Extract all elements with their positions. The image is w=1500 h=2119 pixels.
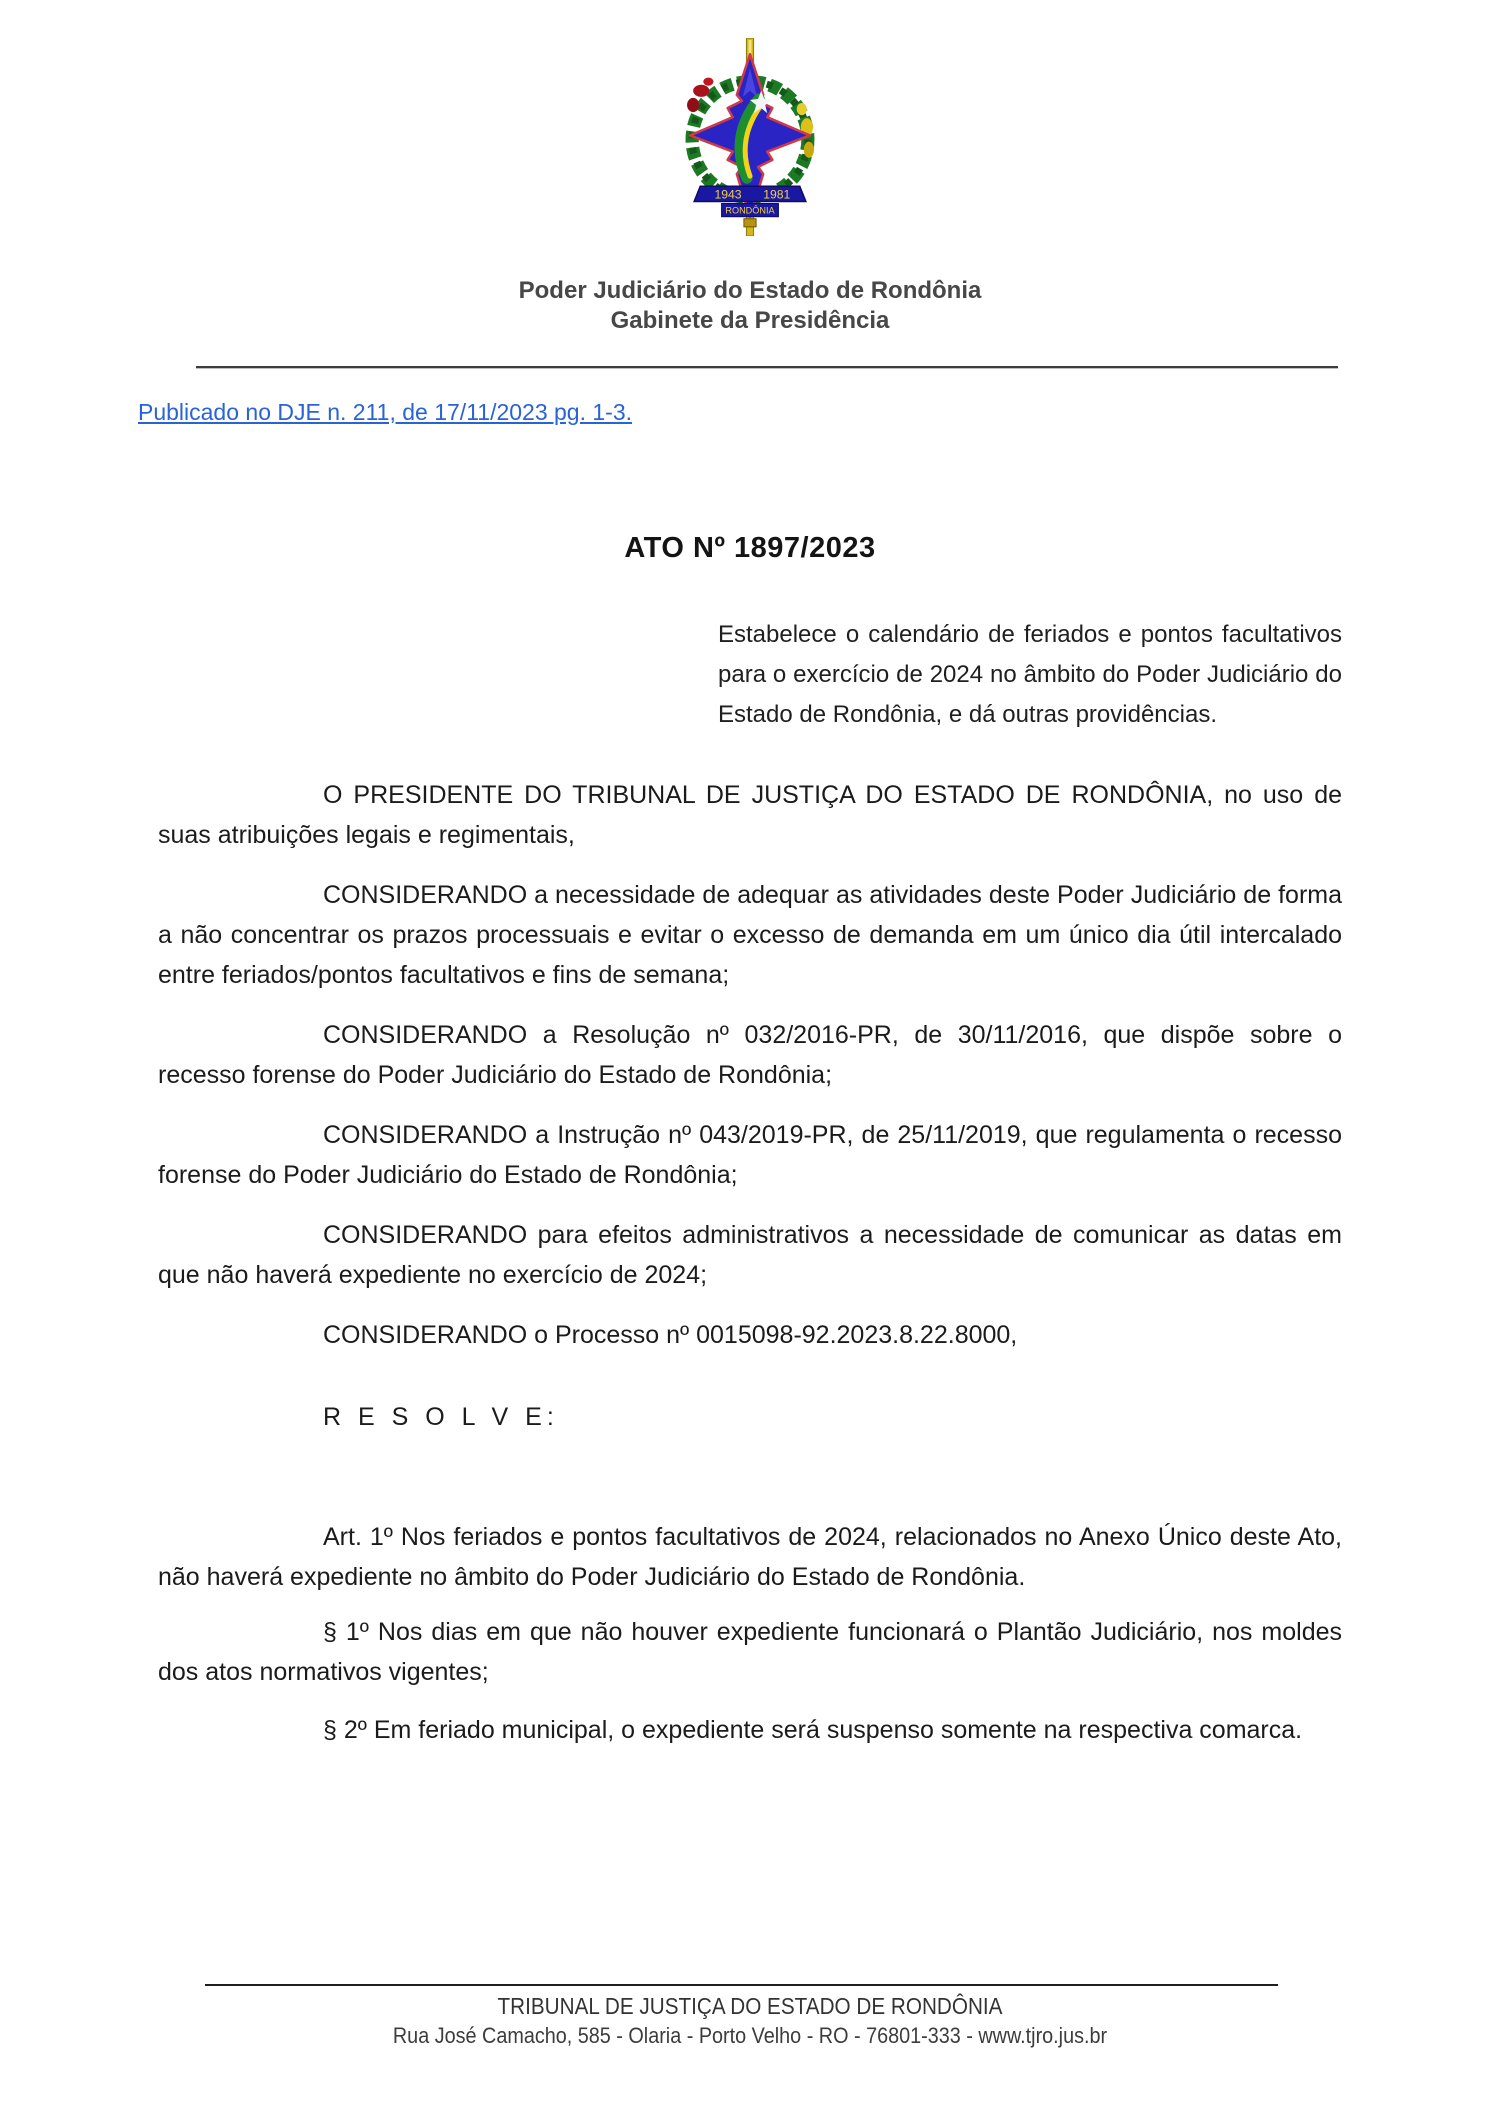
page-title: ATO Nº 1897/2023	[624, 532, 876, 564]
paragraph-considerando-1: CONSIDERANDO a necessidade de adequar as atividades deste Poder Judiciário de forma a não concentrar os prazos processuais e evitar o excesso de demanda em um único dia útil intercalado entre feriados/pontos facultativos e fins de semana;	[158, 881, 1342, 989]
header-divider	[196, 366, 1338, 369]
page-footer	[0, 1984, 1500, 2049]
paragraph-par-2: § 2º Em feriado municipal, o expediente será suspenso somente na respectiva comarca.	[323, 1716, 1303, 1744]
resolve-heading: R E S O L V E:	[323, 1403, 559, 1431]
ribbon-date-left: 1943	[714, 187, 742, 202]
org-department: Gabinete da Presidência	[610, 307, 890, 334]
rondonia-coat-of-arms-icon	[671, 38, 829, 236]
footer-address: Rua José Camacho, 585 - Olaria - Porto Velho - RO - 76801-333 - www.tjro.jus.br	[392, 2023, 1108, 2048]
publication-note	[138, 399, 1500, 426]
paragraph-art-1: Art. 1º Nos feriados e pontos facultativos de 2024, relacionados no Anexo Único deste Ato, não haverá expediente no âmbito do Poder Judiciário do Estado de Rondônia.	[158, 1523, 1342, 1591]
paragraph-preamble: O PRESIDENTE DO TRIBUNAL DE JUSTIÇA DO ESTADO DE RONDÔNIA, no uso de suas atribuições legais e regimentais,	[158, 781, 1342, 849]
dje-publication-link[interactable]: Publicado no DJE n. 211, de 17/11/2023 pg. 1-3.	[138, 399, 633, 425]
org-header	[0, 276, 1500, 336]
name-banner	[722, 204, 779, 217]
epigraph: Estabelece o calendário de feriados e pontos facultativos para o exercício de 2024 no âmbito do Poder Judiciário do Estado de Rondônia, e dá outras providências.	[718, 621, 1342, 728]
paragraph-par-1: § 1º Nos dias em que não houver expediente funcionará o Plantão Judiciário, nos moldes dos atos normativos vigentes;	[158, 1618, 1342, 1686]
document-body	[0, 615, 1500, 1750]
footer-divider	[205, 1984, 1278, 1986]
org-name: Poder Judiciário do Estado de Rondônia	[518, 277, 982, 304]
date-ribbon	[694, 186, 806, 201]
banner-text: RONDÔNIA	[725, 205, 775, 216]
paragraph-considerando-4: CONSIDERANDO para efeitos administrativos a necessidade de comunicar as datas em que não haverá expediente no exercício de 2024;	[158, 1221, 1342, 1289]
paragraph-considerando-5: CONSIDERANDO o Processo nº 0015098-92.2023.8.22.8000,	[323, 1321, 1018, 1349]
footer-court-name: TRIBUNAL DE JUSTIÇA DO ESTADO DE RONDÔNIA	[497, 1993, 1003, 2019]
paragraph-considerando-2: CONSIDERANDO a Resolução nº 032/2016-PR, de 30/11/2016, que dispõe sobre o recesso forense do Poder Judiciário do Estado de Rondônia;	[158, 1021, 1342, 1089]
paragraph-considerando-3: CONSIDERANDO a Instrução nº 043/2019-PR, de 25/11/2019, que regulamenta o recesso forense do Poder Judiciário do Estado de Rondônia;	[158, 1121, 1342, 1189]
ribbon-date-right: 1981	[763, 187, 791, 202]
